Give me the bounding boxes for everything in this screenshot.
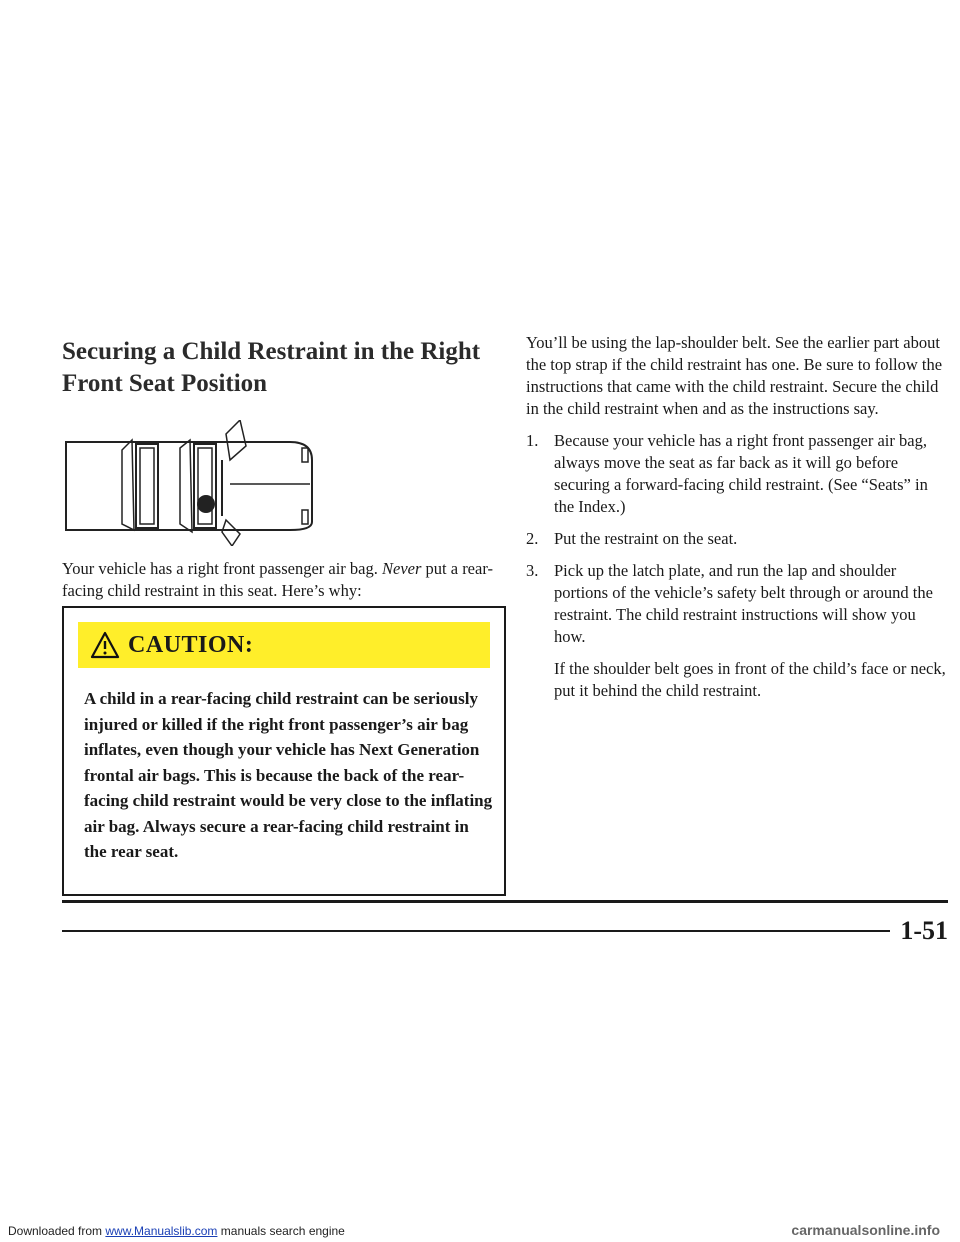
step3-note: If the shoulder belt goes in front of the child’s face or neck, put it behind the child restraint. xyxy=(554,659,946,700)
list-item: 2. Put the restraint on the seat. xyxy=(526,529,738,548)
footer: Downloaded from www.Manualslib.com manuals search engine xyxy=(8,1224,345,1238)
caution-text: A child in a rear-facing child restraint can be seriously injured or killed if the right front passenger’s air bag inflates, even though your vehicle has Next Generation frontal air bags. This is because the back of the rear-facing child restraint would be very close to the inflating air bag. Always secure a rear-facing child restraint in the rear seat. xyxy=(84,689,493,861)
list-item: 3. Pick up the latch plate, and run the lap and shoulder portions of the vehicle’s safety belt through or around the restraint. The child restraint instructions will show you how. xyxy=(526,561,933,646)
section-title: Securing a Child Restraint in the Right Front Seat Position xyxy=(62,338,481,397)
caution-header xyxy=(78,622,490,668)
intro-paragraph: Your vehicle has a right front passenger air bag. Never put a rear-facing child restraint in this seat. Here’s why: xyxy=(62,559,493,600)
caution-title: CAUTION: xyxy=(128,631,254,658)
watermark: carmanualsonline.info xyxy=(791,1222,940,1238)
bottom-rule xyxy=(62,900,948,903)
warning-triangle-icon xyxy=(90,631,120,659)
manualslib-link[interactable]: www.Manualslib.com xyxy=(105,1224,218,1238)
page-number: 1-51 xyxy=(900,916,948,945)
bottom-rule-thin xyxy=(62,930,890,932)
steps-list xyxy=(526,430,948,648)
vehicle-seat-diagram xyxy=(62,420,322,546)
left-column xyxy=(62,336,502,400)
right-column xyxy=(526,332,948,702)
list-item: 1. Because your vehicle has a right front passenger air bag, always move the seat as far back as it will go before securing a forward-facing child restraint. (See “Seats” in the Index.) xyxy=(526,431,928,516)
never-emphasis: Never xyxy=(382,559,422,578)
right-intro: You’ll be using the lap-shoulder belt. See the earlier part about the top strap if the child restraint has one. Be sure to follow the instructions that came with the child restraint. Secure the child in the child restraint when and as the instructions say. xyxy=(526,333,943,418)
caution-box xyxy=(62,606,506,896)
